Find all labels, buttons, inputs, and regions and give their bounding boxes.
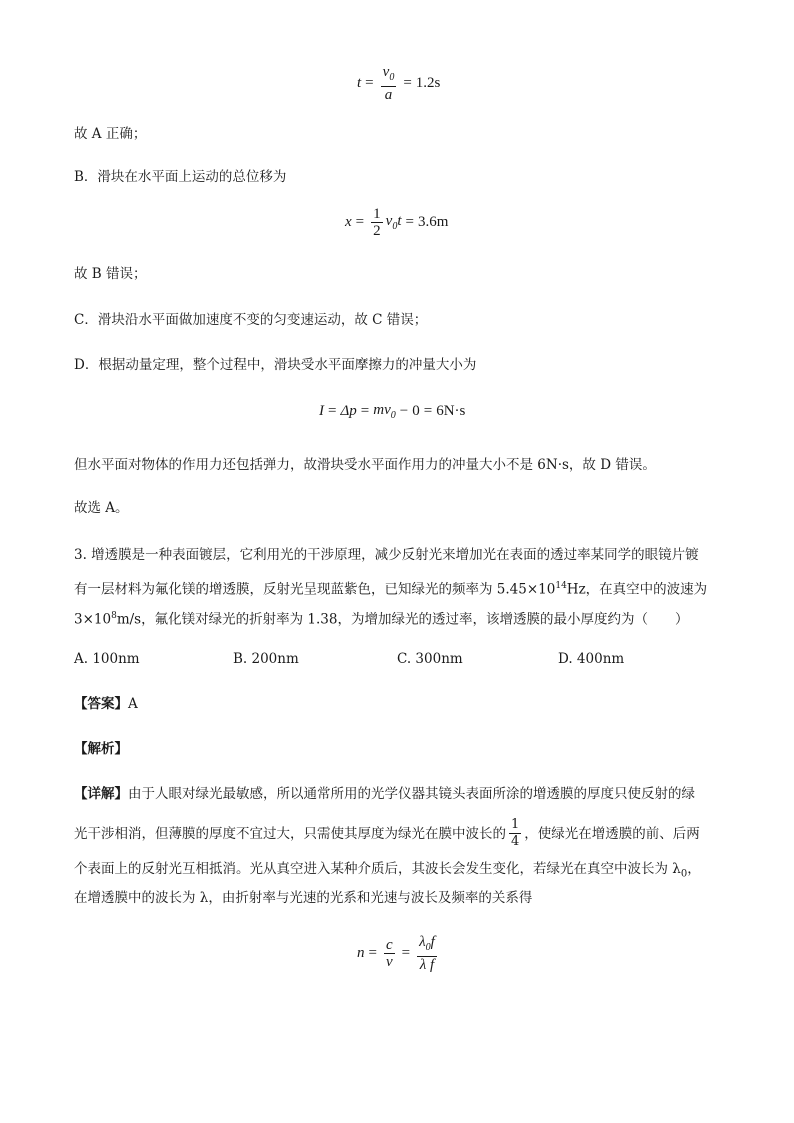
- equation-time: t = $\frac{v_0}{a}$ = 1.2s: [357, 64, 441, 103]
- question-3-line: 有一层材料为氟化镁的增透膜，反射光呈现蓝紫色，已知绿光的频率为 $5.45\times 10^{14}Hz$，在真空中的波速为: [74, 581, 708, 598]
- detail-line: 在增透膜中的波长为 λ，由折射率与光速的光系和光速与波长及频率的关系得: [74, 890, 533, 906]
- detail-line: 个表面上的反射光互相抵消。光从真空进入某种介质后，其波长会发生变化，若绿光在真空中波长为 $\lambda_0$，: [74, 861, 701, 880]
- equation-impulse: I = Δp = $mv_0$ − 0 = 6N·s: [319, 402, 466, 421]
- answer-line: 【答案】A: [74, 696, 138, 712]
- option-c: C. 300nm: [397, 651, 463, 667]
- text-line: 但水平面对物体的作用力还包括弹力，故滑块受水平面作用力的冲量大小不是 6N·s，故 D 错误。: [74, 457, 656, 473]
- text-line: C．滑块沿水平面做加速度不变的匀变速运动，故 C 错误；: [74, 312, 428, 328]
- text-line: B．滑块在水平面上运动的总位移为: [74, 169, 287, 185]
- detail-line: 光干涉相消，但薄膜的厚度不宜过大，只需使其厚度为绿光在膜中波长的 $\frac{1}{4}$ ，使绿光在增透膜的前、后两: [74, 817, 700, 849]
- option-d: D. 400nm: [558, 651, 625, 667]
- option-b: B. 200nm: [233, 651, 299, 667]
- detail-line: 【详解】由于人眼对绿光最敏感，所以通常所用的光学仪器其镜头表面所涂的增透膜的厚度只使反射的绿: [74, 786, 695, 802]
- text-line: 故 A 正确；: [74, 126, 147, 142]
- equation-displacement: x = $\frac{1}{2}$ $v_0t$ = 3.6m: [345, 206, 449, 239]
- question-3-line: 3. 增透膜是一种表面镀层，它利用光的干涉原理，减少反射光来增加光在表面的透过率某同学的眼镜片镀: [74, 547, 699, 563]
- equation-refraction: n = $\frac{c}{v}$ = $\frac{\lambda_0f}{\text{λ f}}$: [357, 934, 435, 973]
- text-line: 故 B 错误；: [74, 266, 147, 282]
- fraction: $\frac{v_0}{a}$: [382, 64, 395, 103]
- text-line: 故选 A。: [74, 500, 129, 516]
- option-a: A. 100nm: [74, 651, 140, 667]
- text-line: D．根据动量定理，整个过程中，滑块受水平面摩擦力的冲量大小为: [74, 357, 477, 373]
- analysis-tag: 【解析】: [74, 741, 128, 757]
- question-3-line: $3\times 10^8m/s$，氟化镁对绿光的折射率为 1.38，为增加绿光的透过率，该增透膜的最小厚度约为（ ）: [74, 611, 689, 628]
